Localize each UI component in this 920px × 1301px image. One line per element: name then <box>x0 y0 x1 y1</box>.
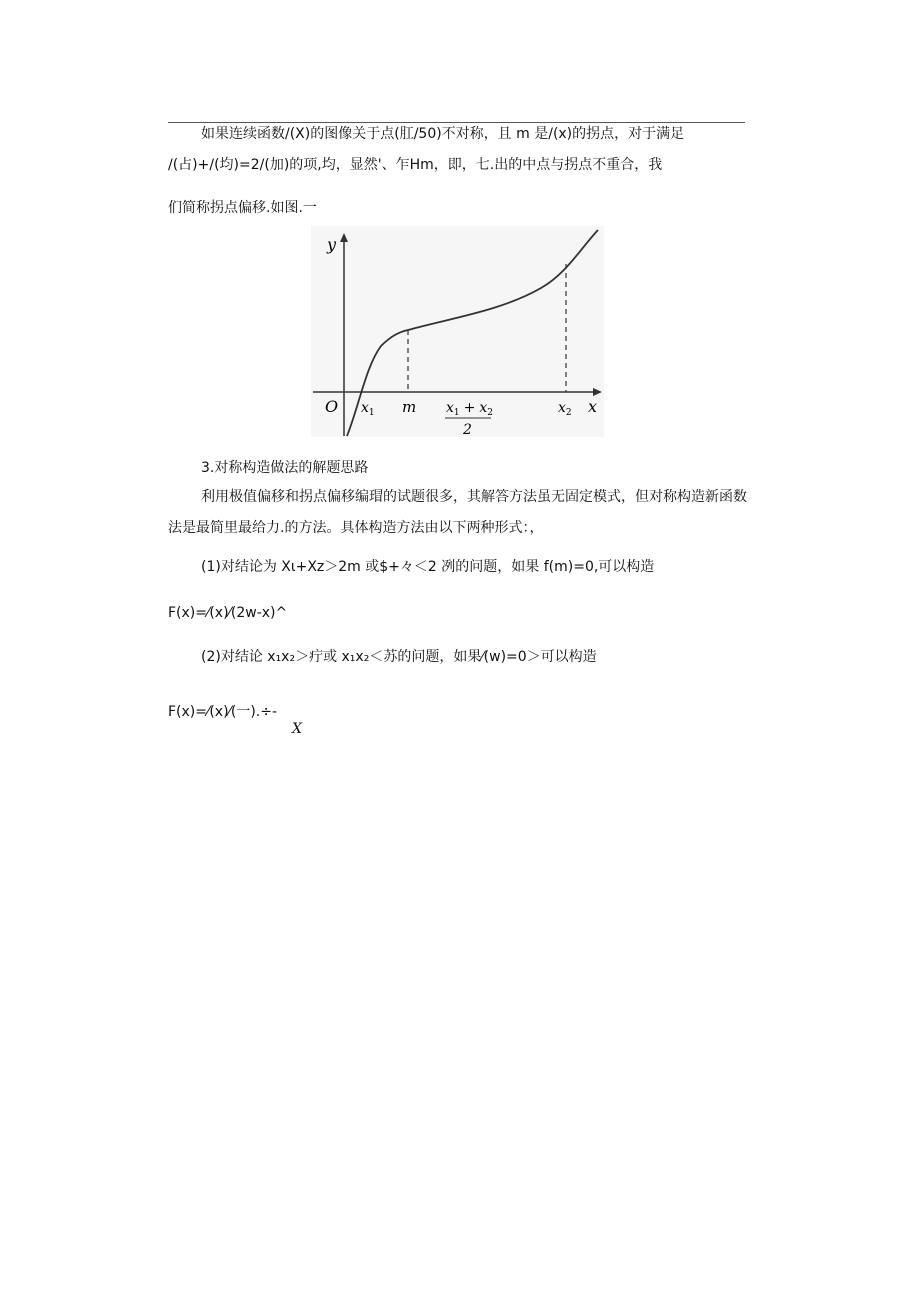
x2-label: $x_2$ <box>558 400 572 418</box>
midpoint-denominator: 2 <box>463 422 472 437</box>
para1-line3: 们简称拐点偏移.如图.一 <box>168 200 317 216</box>
y-axis-label: y <box>327 235 337 254</box>
header-rule <box>168 122 745 123</box>
para1-line1: 如果连续函数/(X)的图像关于点(肛/50)不对称，且 m 是/(x)的拐点，对于满足 <box>201 126 685 142</box>
inflection-offset-figure <box>311 226 604 437</box>
case1-formula: F(x)=⁄(x)⁄(2w-x)^ <box>168 605 288 621</box>
section3-line2: 法是最简里最给力.的方法。具体构造方法由以下两种形式：， <box>168 520 544 536</box>
para1-line2: /(占)+/(均)=2/(加)的项,均，显然'、乍Hm，即，七.出的中点与拐点不重合，我 <box>168 157 663 173</box>
section3-line1: 利用极值偏移和拐点偏移编瑁的试题很多，其解答方法虽无固定模式，但对称构造新函数 <box>201 489 747 505</box>
x-axis-label: x <box>588 397 598 416</box>
origin-label: O <box>325 397 339 416</box>
case2-stray-symbol: X <box>292 721 302 737</box>
m-label: m <box>402 398 417 416</box>
x-axis-arrow <box>593 388 602 396</box>
case1-text: (1)对结论为 Xι+Xz＞2m 或$+々＜2 冽的问题，如果 f(m)=0,可以构造 <box>201 559 655 575</box>
case2-text: (2)对结论 x₁x₂＞疔或 x₁x₂＜苏的问题，如果⁄(w)=0＞可以构造 <box>201 649 597 665</box>
x1-label: $x_1$ <box>361 400 375 418</box>
midpoint-numerator: $x_1 + x_2$ <box>446 400 494 418</box>
figure-svg <box>311 226 604 437</box>
section3-heading: 3.对称构造做法的解题思路 <box>201 460 369 476</box>
y-axis-arrow <box>340 233 348 242</box>
case2-formula: F(x)=⁄(x)⁄(一).÷- <box>168 704 278 720</box>
